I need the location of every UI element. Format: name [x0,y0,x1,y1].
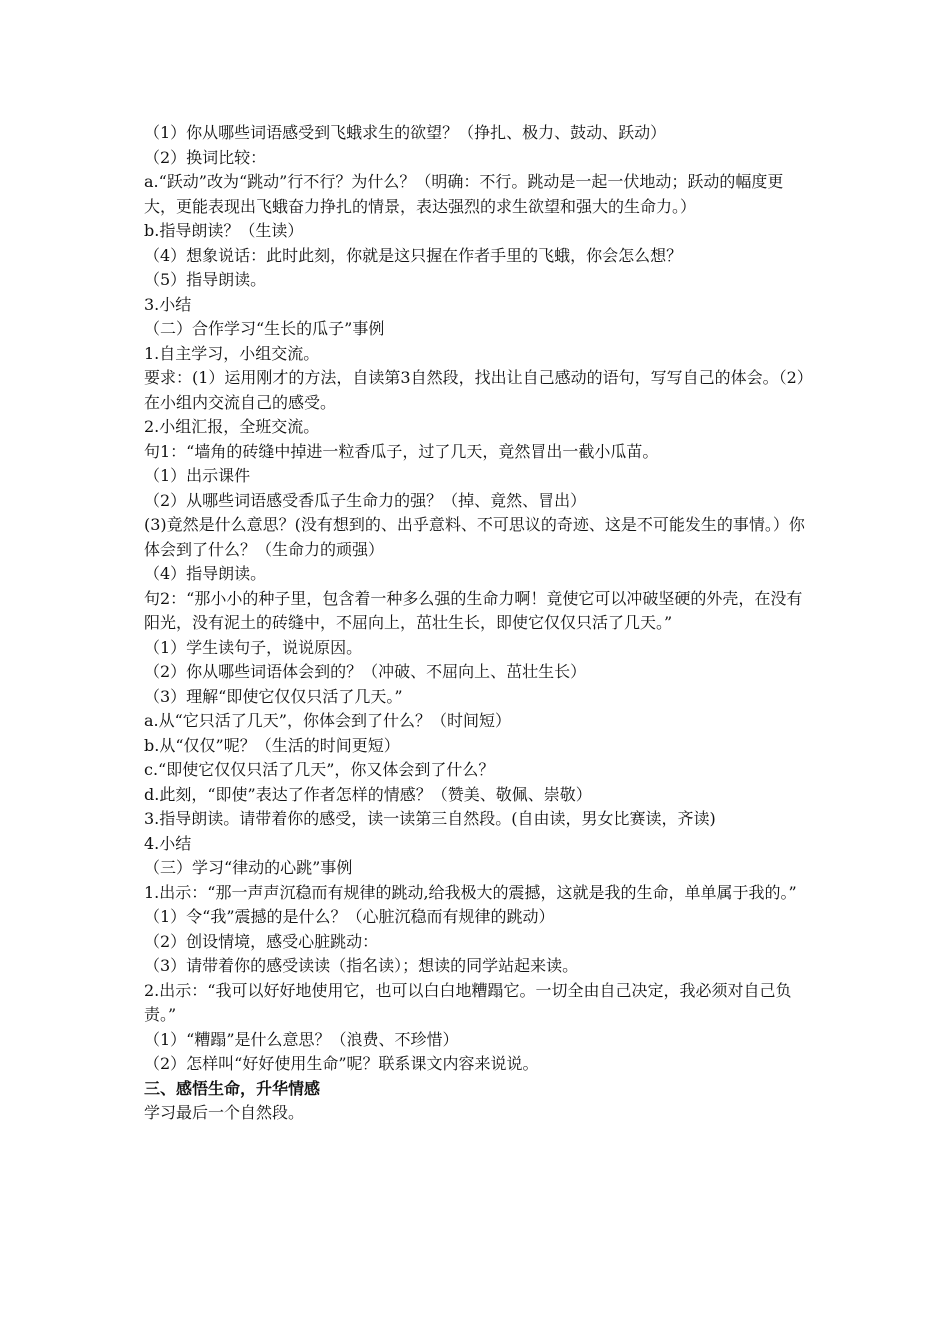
paragraph: a.从“它只活了几天”，你体会到了什么？（时间短） [144,711,511,730]
paragraph: （1）你从哪些词语感受到飞蛾求生的欲望？（挣扎、极力、鼓动、跃动） [144,123,667,142]
paragraph: b.从“仅仅”呢？（生活的时间更短） [144,735,400,755]
paragraph: （1）“糟蹋”是什么意思？（浪费、不珍惜） [144,1029,459,1049]
paragraph: （2）怎样叫“好好使用生命”呢？联系课文内容来说说。 [144,1054,539,1073]
paragraph: (3)竟然是什么意思？(没有想到的、出乎意料、不可思议的奇迹、这是不可能发生的事情。）你体会到了什么？（生命力的顽强） [144,515,805,559]
paragraph: 1.自主学习，小组交流。 [144,343,320,363]
paragraph: （2）从哪些词语感受香瓜子生命力的强？（掉、竟然、冒出） [144,490,587,510]
paragraph: 要求：(1）运用刚才的方法，自读第3自然段，找出让自己感动的语句，写写自己的体会。（2）在小组内交流自己的感受。 [144,368,813,412]
paragraph: a.“跃动”改为“跳动”行不行？为什么？（明确：不行。跳动是一起一伏地动；跃动的幅度更大，更能表现出飞蛾奋力挣扎的情景，表达强烈的求生欲望和强大的生命力。） [144,172,784,216]
document-page [144,121,814,1126]
section-heading: （三）学习“律动的心跳”事例 [144,858,353,877]
paragraph: （5）指导朗读。 [144,270,267,289]
paragraph: （1）学生读句子，说说原因。 [144,637,363,657]
paragraph: b.指导朗读？（生读） [144,221,304,240]
paragraph: 学习最后一个自然段。 [144,1103,305,1122]
paragraph: （1）令“我”震撼的是什么？（心脏沉稳而有规律的跳动） [144,907,555,926]
paragraph: 3.指导朗读。请带着你的感受，读一读第三自然段。(自由读，男女比赛读，齐读) [144,809,716,828]
paragraph: （4）想象说话：此时此刻，你就是这只握在作者手里的飞蛾，你会怎么想？ [144,245,683,265]
paragraph: （2）换词比较： [144,147,267,167]
paragraph: （4）指导朗读。 [144,564,267,583]
paragraph: 句1：“墙角的砖缝中掉进一粒香瓜子，过了几天，竟然冒出一截小瓜苗。 [144,441,659,461]
paragraph: 2.出示：“我可以好好地使用它，也可以白白地糟蹋它。一切全由自己决定，我必须对自己负责。” [144,980,792,1024]
paragraph: （2）创设情境，感受心脏跳动： [144,931,379,951]
paragraph: （2）你从哪些词语体会到的？（冲破、不屈向上、茁壮生长） [144,662,587,681]
paragraph: 2.小组汇报，全班交流。 [144,417,320,436]
paragraph: 4.小结 [144,833,192,853]
paragraph: （1）出示课件 [144,466,251,485]
paragraph: 3.小结 [144,294,192,314]
paragraph: （3）请带着你的感受读读（指名读）；想读的同学站起来读。 [144,956,579,975]
paragraph: d.此刻，“即使”表达了作者怎样的情感？（赞美、敬佩、崇敬） [144,784,592,804]
section-heading: （二）合作学习“生长的瓜子”事例 [144,319,385,338]
part-heading: 三、感悟生命，升华情感 [144,1078,321,1098]
paragraph: c.“即使它仅仅只活了几天”，你又体会到了什么？ [144,760,495,779]
paragraph: 句2：“那小小的种子里，包含着一种多么强的生命力啊！竟使它可以冲破坚硬的外壳，在没有阳光，没有泥土的砖缝中，不屈向上，茁壮生长，即使它仅仅只活了几天。” [144,588,803,632]
paragraph: 1.出示：“那一声声沉稳而有规律的跳动,给我极大的震撼，这就是我的生命，单单属于我的。” [144,882,797,902]
paragraph: （3）理解“即使它仅仅只活了几天。” [144,686,403,706]
